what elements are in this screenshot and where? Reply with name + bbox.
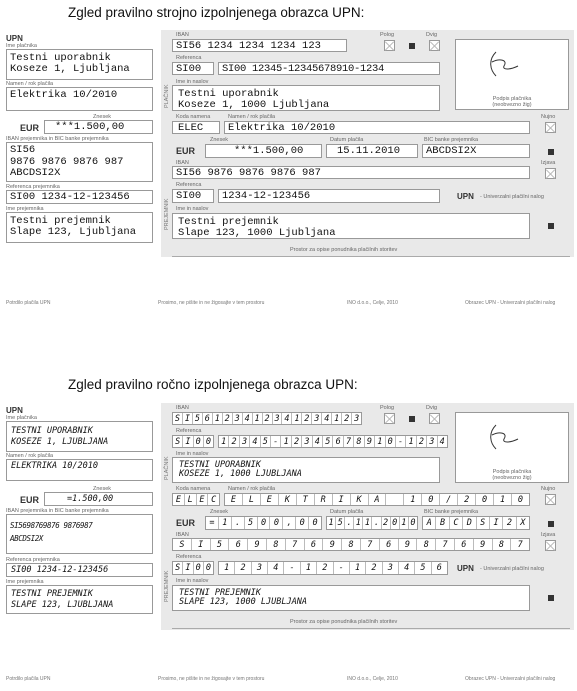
h-payer-address-field[interactable] bbox=[172, 457, 440, 483]
char-cell: 2 bbox=[302, 413, 312, 424]
char-cell: 2 bbox=[292, 436, 302, 447]
payer-iban: SI56 1234 1234 1234 123 bbox=[176, 40, 321, 52]
char-cell: A bbox=[423, 517, 436, 529]
h-label-payer-address: Ime in naslov bbox=[176, 451, 209, 457]
h-recipient-side-label: PREJEMNIK bbox=[164, 570, 170, 602]
char-cell: 6 bbox=[305, 539, 324, 550]
currency-main: EUR bbox=[176, 146, 196, 156]
char-cell: C bbox=[211, 495, 217, 505]
recipient-marker bbox=[548, 223, 554, 229]
receipt-purpose-field[interactable] bbox=[6, 87, 153, 111]
char-cell: K bbox=[351, 494, 369, 505]
h-label-recipient-ref: Referenca bbox=[176, 554, 202, 560]
label-payer-name-2: Ime plačnika bbox=[6, 415, 37, 421]
h-receipt-payer-name: TESTNI UPORABNIK KOSEZE 1, LJUBLJANA bbox=[11, 426, 109, 447]
char-cell: 0 bbox=[296, 517, 309, 529]
h-label-date: Datum plačila bbox=[330, 509, 364, 515]
char-cell: 1 bbox=[253, 413, 263, 424]
char-cell: 7 bbox=[344, 436, 354, 447]
receipt-reference-field[interactable] bbox=[6, 190, 153, 204]
char-cell: E bbox=[261, 494, 279, 505]
h-receipt-currency: EUR bbox=[20, 495, 40, 505]
char-cell: 0 bbox=[517, 495, 524, 505]
char-cell: 0 bbox=[194, 562, 204, 574]
char-cell: 8 bbox=[267, 539, 286, 550]
char-cell: 1 bbox=[301, 562, 317, 574]
char-cell: 1 bbox=[281, 436, 291, 447]
order-bottom-line bbox=[172, 256, 570, 257]
char-cell: 2 bbox=[235, 562, 251, 574]
h-date-cells[interactable] bbox=[326, 516, 418, 530]
char-cell: 4 bbox=[268, 562, 284, 574]
purpose-main: Elektrika 10/2010 bbox=[228, 122, 336, 134]
char-cell: 1 bbox=[375, 436, 385, 447]
char-cell: B bbox=[436, 517, 449, 529]
char-cell: 3 bbox=[427, 436, 437, 447]
label-recipient-address: Ime in naslov bbox=[176, 206, 209, 212]
char-cell: A bbox=[369, 494, 387, 505]
h-label-purpose-main: Namen / rok plačila bbox=[228, 486, 276, 492]
char-cell: 1 bbox=[327, 517, 336, 529]
char-cell: 0 bbox=[194, 436, 204, 447]
h-izjava-checkbox[interactable] bbox=[545, 540, 556, 551]
h-label-amount-main: Znesek bbox=[210, 509, 229, 515]
char-cell: 0 bbox=[386, 436, 396, 447]
char-cell: 4 bbox=[282, 413, 292, 424]
char-cell: 1 bbox=[494, 494, 512, 505]
h-label-recipient-address: Ime in naslov bbox=[176, 578, 209, 584]
h-receipt-recipient-field[interactable] bbox=[6, 585, 153, 614]
heading-hand: Zgled pravilno ročno izpolnjenega obrazca UPN: bbox=[68, 377, 358, 392]
h-label-recipient-iban: IBAN bbox=[176, 532, 189, 538]
payer-iban-field[interactable] bbox=[172, 39, 347, 52]
h-receipt-payer-name-field[interactable] bbox=[6, 421, 153, 452]
label-payer-name: Ime plačnika bbox=[6, 43, 37, 49]
recipient-iban-field[interactable] bbox=[172, 166, 530, 179]
amount-main-field[interactable] bbox=[205, 144, 322, 158]
char-cell: 9 bbox=[474, 539, 493, 550]
receipt-amount-field[interactable] bbox=[44, 120, 153, 134]
char-cell: 3 bbox=[302, 436, 312, 447]
char-cell: 6 bbox=[436, 563, 442, 573]
h-recipient-address-field[interactable] bbox=[172, 585, 530, 611]
char-cell: 0 bbox=[391, 517, 400, 529]
char-cell: - bbox=[396, 436, 406, 447]
char-cell: 9 bbox=[399, 539, 418, 550]
recipient-address: Testni prejemnik Slape 123, 1000 Ljubljana bbox=[178, 216, 336, 239]
char-cell: . bbox=[345, 517, 354, 529]
h-label-bic: BIC banke prejemnika bbox=[424, 509, 479, 515]
h-recipient-marker bbox=[548, 595, 554, 601]
polog-marker bbox=[409, 43, 415, 49]
char-cell: E bbox=[225, 494, 243, 505]
char-cell: 0 bbox=[270, 517, 283, 529]
label-izjava: Izjava bbox=[541, 160, 556, 166]
h-polog-marker bbox=[409, 416, 415, 422]
code-field[interactable] bbox=[172, 121, 220, 134]
footer-company: INO d.o.o., Celje, 2010 bbox=[347, 300, 398, 306]
label-iban: IBAN bbox=[176, 32, 189, 38]
recipient-iban: SI56 9876 9876 9876 987 bbox=[176, 167, 321, 179]
char-cell: 4 bbox=[322, 413, 332, 424]
char-cell: 6 bbox=[229, 539, 248, 550]
heading-machine: Zgled pravilno strojno izpolnjenega obrazca UPN: bbox=[68, 5, 365, 20]
char-cell: 1 bbox=[213, 413, 223, 424]
h-provider-space: Prostor za opise ponudnika plačilnih storitev bbox=[290, 619, 398, 625]
char-cell: L bbox=[185, 494, 197, 505]
recipient-ref: 1234-12-123456 bbox=[222, 190, 311, 202]
receipt-payer-name: Testni uporabnik Koseze 1, Ljubljana bbox=[10, 52, 130, 75]
signature-label-2: (neobvezno žig) bbox=[492, 102, 532, 108]
char-cell: 3 bbox=[383, 562, 399, 574]
h-receipt-purpose-field[interactable] bbox=[6, 459, 153, 481]
h-payer-address: TESTNI UPORABNIK KOSEZE 1, 1000 LJUBLJANA bbox=[179, 460, 302, 479]
h-recipient-address: TESTNI PREJEMNIK SLAPE 123, 1000 LJUBLJANA bbox=[179, 588, 307, 607]
payer-side-label: PLAČNIK bbox=[164, 84, 170, 108]
label-recipient-ref: Referenca bbox=[176, 182, 202, 188]
char-cell: . bbox=[232, 517, 245, 529]
char-cell: T bbox=[297, 494, 315, 505]
char-cell: 4 bbox=[250, 436, 260, 447]
char-cell: 4 bbox=[439, 437, 445, 447]
char-cell: 5 bbox=[323, 436, 333, 447]
char-cell: 2 bbox=[342, 413, 352, 424]
label-polog: Polog bbox=[380, 32, 395, 38]
char-cell: 3 bbox=[233, 413, 243, 424]
h-receipt-iban-bic: SI5698769876 9876987 ABCDSI2X bbox=[10, 521, 93, 543]
char-cell: 9 bbox=[248, 539, 267, 550]
char-cell: - bbox=[271, 436, 281, 447]
h-label-dvig: Dvig bbox=[426, 405, 438, 411]
char-cell: 5 bbox=[336, 517, 345, 529]
char-cell: 6 bbox=[380, 539, 399, 550]
h-payer-iban-cells[interactable] bbox=[172, 412, 362, 425]
payer-ref-prefix: SI00 bbox=[176, 63, 202, 75]
h-signature-field[interactable] bbox=[455, 412, 569, 483]
label-reference-2: Referenca prejemnika bbox=[6, 557, 60, 563]
char-cell: I bbox=[183, 436, 193, 447]
h-footer-company: INO d.o.o., Celje, 2010 bbox=[347, 676, 398, 682]
char-cell: 2 bbox=[223, 413, 233, 424]
char-cell: - bbox=[334, 562, 350, 574]
char-cell: 1 bbox=[354, 517, 363, 529]
h-receipt-amount-field[interactable] bbox=[44, 492, 153, 506]
h-receipt-iban-bic-field[interactable] bbox=[6, 514, 153, 554]
h-upn-logo: UPN bbox=[457, 564, 474, 573]
char-cell: 6 bbox=[455, 539, 474, 550]
char-cell: I bbox=[183, 562, 193, 574]
char-cell: S bbox=[173, 539, 192, 550]
recipient-ref-prefix-field[interactable] bbox=[172, 189, 214, 203]
char-cell: 7 bbox=[517, 540, 523, 550]
payer-ref: SI00 12345-12345678910-1234 bbox=[222, 63, 385, 75]
h-upn-logo-sub: - Univerzalni plačilni nalog bbox=[480, 566, 544, 572]
label-iban-bic: IBAN prejemnika in BIC banke prejemnika bbox=[6, 136, 109, 142]
label-purpose-main: Namen / rok plačila bbox=[228, 114, 276, 120]
footer-mid: Prosimo, ne pišite in ne žigosajte v tem prostoru bbox=[158, 300, 265, 306]
char-cell: E bbox=[173, 494, 185, 505]
label-amount-main: Znesek bbox=[210, 137, 229, 143]
label-recipient-name-2: Ime prejemnika bbox=[6, 579, 44, 585]
char-cell: 7 bbox=[286, 539, 305, 550]
char-cell: 2 bbox=[317, 562, 333, 574]
receipt-iban-bic: SI56 9876 9876 9876 987 ABCDSI2X bbox=[10, 144, 124, 179]
label-payer-ref: Referenca bbox=[176, 55, 202, 61]
polog-checkbox[interactable] bbox=[384, 40, 395, 51]
h-label-iban: IBAN bbox=[176, 405, 189, 411]
char-cell: 2 bbox=[263, 413, 273, 424]
char-cell: 5 bbox=[193, 413, 203, 424]
char-cell: 1 bbox=[350, 562, 366, 574]
char-cell: 5 bbox=[415, 562, 431, 574]
upn-title-2: UPN bbox=[6, 406, 23, 415]
h-receipt-reference-field[interactable] bbox=[6, 563, 153, 577]
signature-label: Podpis plačnika bbox=[492, 96, 532, 102]
h-label-code: Koda namena bbox=[176, 486, 211, 492]
char-cell: 0 bbox=[205, 563, 211, 573]
nujno-checkbox[interactable] bbox=[545, 122, 556, 133]
char-cell: 6 bbox=[203, 413, 213, 424]
h-code-cells[interactable] bbox=[172, 493, 220, 506]
h-payer-ref-prefix-cells[interactable] bbox=[172, 435, 214, 448]
date-field[interactable] bbox=[326, 144, 418, 158]
h-payer-ref-cells[interactable] bbox=[218, 435, 448, 448]
h-dvig-checkbox[interactable] bbox=[429, 413, 440, 424]
h-bic-cells[interactable] bbox=[422, 516, 530, 530]
upn-logo: UPN bbox=[457, 192, 474, 201]
char-cell: 1 bbox=[292, 413, 302, 424]
receipt-currency: EUR bbox=[20, 123, 40, 133]
h-payer-side-label: PLAČNIK bbox=[164, 456, 170, 480]
char-cell: X bbox=[520, 518, 526, 528]
h-amount-cells[interactable] bbox=[205, 516, 322, 530]
label-date: Datum plačila bbox=[330, 137, 364, 143]
label-recipient-name: Ime prejemnika bbox=[6, 206, 44, 212]
h-polog-checkbox[interactable] bbox=[384, 413, 395, 424]
char-cell: I bbox=[183, 413, 193, 424]
izjava-checkbox[interactable] bbox=[545, 168, 556, 179]
purpose-main-field[interactable] bbox=[224, 121, 530, 134]
payer-address-field[interactable] bbox=[172, 85, 440, 111]
signature-mark bbox=[482, 48, 524, 82]
h-label-nujno: Nujno bbox=[541, 486, 556, 492]
char-cell: . bbox=[372, 517, 381, 529]
h-footer-mid: Prosimo, ne pišite in ne žigosajte v tem prostoru bbox=[158, 676, 265, 682]
char-cell: K bbox=[279, 494, 297, 505]
bic-value: ABCDSI2X bbox=[426, 145, 477, 157]
receipt-reference: SI00 1234-12-123456 bbox=[10, 191, 130, 203]
payer-ref-field[interactable] bbox=[218, 62, 440, 75]
label-payer-address: Ime in naslov bbox=[176, 79, 209, 85]
char-cell: 8 bbox=[493, 539, 512, 550]
recipient-side-label: PREJEMNIK bbox=[164, 198, 170, 230]
char-cell: 1 bbox=[400, 517, 409, 529]
payer-ref-prefix-field[interactable] bbox=[172, 62, 214, 75]
h-receipt-purpose: ELEKTRIKA 10/2010 bbox=[11, 461, 98, 471]
char-cell: 3 bbox=[240, 436, 250, 447]
char-cell: 0 bbox=[258, 517, 271, 529]
h-amount-marker bbox=[548, 521, 554, 527]
h-purpose-cells[interactable] bbox=[224, 493, 530, 506]
char-cell: 8 bbox=[354, 436, 364, 447]
h-recipient-ref-prefix-cells[interactable] bbox=[172, 561, 214, 575]
char-cell: 4 bbox=[243, 413, 253, 424]
label-purpose-2: Namen / rok plačila bbox=[6, 453, 54, 459]
label-bic: BIC banke prejemnika bbox=[424, 137, 479, 143]
h-footer-right: Obrazec UPN - Univerzalni plačilni nalog bbox=[465, 676, 556, 682]
label-recipient-iban: IBAN bbox=[176, 160, 189, 166]
bic-field[interactable] bbox=[422, 144, 530, 158]
char-cell: 1 bbox=[219, 562, 235, 574]
label-reference: Referenca prejemnika bbox=[6, 184, 60, 190]
upn-logo-sub: - Univerzalni plačilni nalog bbox=[480, 194, 544, 200]
char-cell bbox=[386, 494, 404, 505]
char-cell: S bbox=[477, 517, 490, 529]
char-cell: I bbox=[192, 539, 211, 550]
char-cell: 9 bbox=[365, 436, 375, 447]
char-cell: 2 bbox=[503, 517, 516, 529]
h-signature-label: Podpis plačnika bbox=[492, 469, 532, 475]
h-nujno-checkbox[interactable] bbox=[545, 494, 556, 505]
label-iban-bic-2: IBAN prejemnika in BIC banke prejemnika bbox=[6, 508, 109, 514]
char-cell: 0 bbox=[410, 518, 416, 528]
char-cell: 2 bbox=[366, 562, 382, 574]
label-nujno: Nujno bbox=[541, 114, 556, 120]
char-cell: E bbox=[197, 494, 209, 505]
char-cell: 7 bbox=[361, 539, 380, 550]
h-order-bottom-line bbox=[172, 628, 570, 629]
char-cell: / bbox=[440, 494, 458, 505]
char-cell: 2 bbox=[382, 517, 391, 529]
payer-address: Testni uporabnik Koseze 1, 1000 Ljubljana bbox=[178, 88, 330, 111]
label-amount: Znesek bbox=[93, 114, 112, 120]
char-cell: 0 bbox=[422, 494, 440, 505]
h-receipt-reference: SI00 1234-12-123456 bbox=[11, 565, 109, 575]
signature-field[interactable] bbox=[455, 39, 569, 110]
receipt-purpose: Elektrika 10/2010 bbox=[10, 89, 118, 101]
char-cell: S bbox=[173, 436, 183, 447]
date-value: 15.11.2010 bbox=[337, 145, 401, 157]
char-cell: 3 bbox=[354, 414, 360, 424]
char-cell: I bbox=[333, 494, 351, 505]
char-cell: 3 bbox=[273, 413, 283, 424]
label-purpose: Namen / rok plačila bbox=[6, 81, 54, 87]
amount-marker bbox=[548, 149, 554, 155]
char-cell: C bbox=[450, 517, 463, 529]
receipt-amount: ***1.500,00 bbox=[55, 121, 125, 133]
char-cell: S bbox=[173, 562, 183, 574]
recipient-address-field[interactable] bbox=[172, 213, 530, 239]
h-receipt-recipient: TESTNI PREJEMNIK SLAPE 123, LJUBLJANA bbox=[11, 589, 114, 610]
code-value: ELEC bbox=[178, 122, 204, 134]
char-cell: 1 bbox=[363, 517, 372, 529]
char-cell: S bbox=[173, 413, 183, 424]
h-recipient-ref-cells[interactable] bbox=[218, 561, 448, 575]
char-cell: 4 bbox=[399, 562, 415, 574]
provider-space: Prostor za opise ponudnika plačilnih storitev bbox=[290, 247, 398, 253]
footer-left: Potrdilo plačila UPN bbox=[6, 300, 51, 306]
h-label-payer-ref: Referenca bbox=[176, 428, 202, 434]
h-recipient-iban-cells[interactable] bbox=[172, 538, 530, 551]
receipt-recipient-field[interactable] bbox=[6, 212, 153, 243]
char-cell: 5 bbox=[245, 517, 258, 529]
char-cell: 9 bbox=[323, 539, 342, 550]
char-cell: 1 bbox=[404, 494, 422, 505]
char-cell: = bbox=[206, 517, 219, 529]
char-cell: , bbox=[283, 517, 296, 529]
char-cell: 5 bbox=[261, 436, 271, 447]
char-cell: R bbox=[315, 494, 333, 505]
label-amount-2: Znesek bbox=[93, 486, 112, 492]
upn-title: UPN bbox=[6, 34, 23, 43]
char-cell: D bbox=[463, 517, 476, 529]
char-cell: 1 bbox=[406, 436, 416, 447]
char-cell: 3 bbox=[312, 413, 322, 424]
receipt-payer-name-field[interactable] bbox=[6, 49, 153, 80]
char-cell: 6 bbox=[333, 436, 343, 447]
char-cell: - bbox=[284, 562, 300, 574]
label-dvig: Dvig bbox=[426, 32, 438, 38]
char-cell: L bbox=[243, 494, 261, 505]
label-code: Koda namena bbox=[176, 114, 211, 120]
char-cell: 4 bbox=[313, 436, 323, 447]
char-cell: 0 bbox=[312, 518, 318, 528]
char-cell: 0 bbox=[205, 437, 211, 447]
dvig-checkbox[interactable] bbox=[429, 40, 440, 51]
recipient-ref-prefix: SI00 bbox=[176, 190, 202, 202]
char-cell: 1 bbox=[219, 436, 229, 447]
receipt-recipient: Testni prejemnik Slape 123, Ljubljana bbox=[10, 215, 137, 238]
h-footer-left: Potrdilo plačila UPN bbox=[6, 676, 51, 682]
h-label-polog: Polog bbox=[380, 405, 395, 411]
h-currency-main: EUR bbox=[176, 518, 196, 528]
char-cell: 8 bbox=[417, 539, 436, 550]
h-receipt-amount: =1.500,00 bbox=[67, 494, 114, 504]
receipt-iban-bic-field[interactable] bbox=[6, 142, 153, 182]
recipient-ref-field[interactable] bbox=[218, 189, 440, 203]
char-cell: 7 bbox=[436, 539, 455, 550]
char-cell: 1 bbox=[219, 517, 232, 529]
char-cell: 2 bbox=[417, 436, 427, 447]
char-cell: 5 bbox=[211, 539, 230, 550]
char-cell: 2 bbox=[458, 494, 476, 505]
char-cell: 0 bbox=[476, 494, 494, 505]
char-cell: 3 bbox=[252, 562, 268, 574]
char-cell: I bbox=[490, 517, 503, 529]
h-signature-mark bbox=[482, 421, 524, 455]
amount-main: ***1.500,00 bbox=[234, 145, 304, 157]
char-cell: 1 bbox=[332, 413, 342, 424]
char-cell: 2 bbox=[229, 436, 239, 447]
char-cell: 8 bbox=[342, 539, 361, 550]
h-label-izjava: Izjava bbox=[541, 532, 556, 538]
footer-right: Obrazec UPN - Univerzalni plačilni nalog bbox=[465, 300, 556, 306]
h-signature-label-2: (neobvezno žig) bbox=[492, 475, 532, 481]
